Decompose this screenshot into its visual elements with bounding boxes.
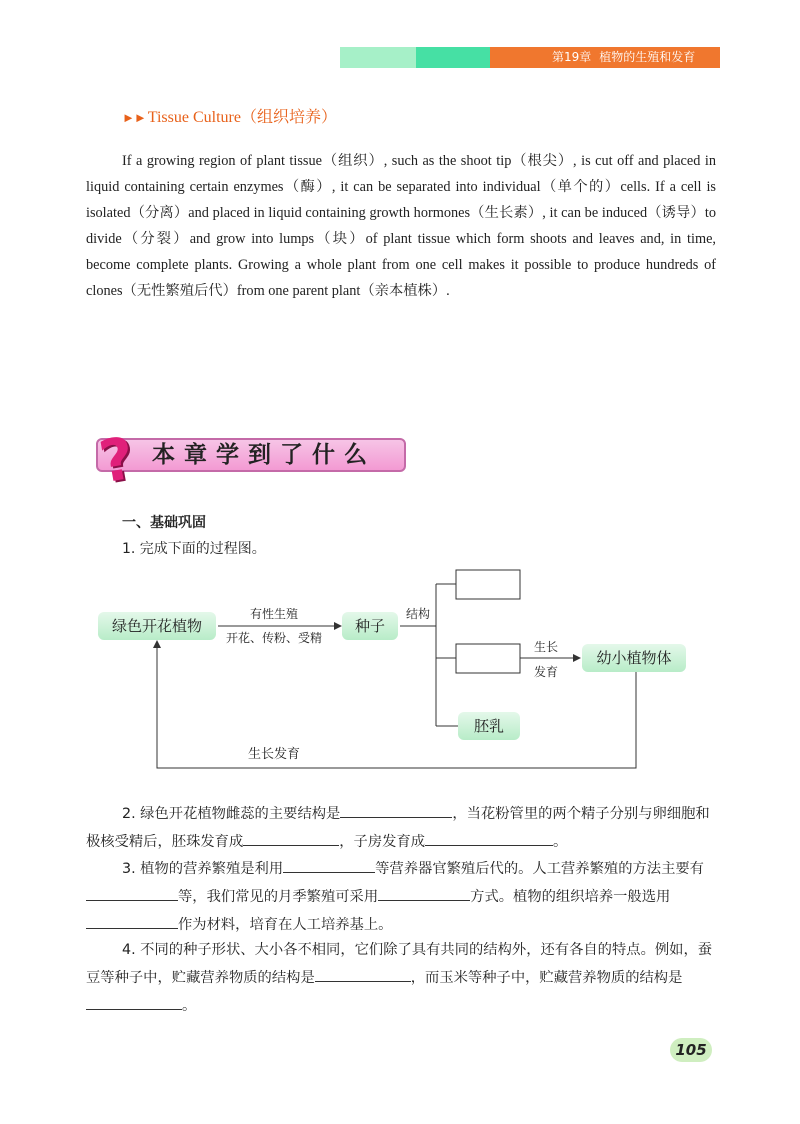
q4-blank-1[interactable] <box>315 965 411 982</box>
question-1: 1. 完成下面的过程图。 <box>122 541 266 557</box>
arrow-head-icon <box>153 640 161 648</box>
q4-text-c: 。 <box>182 998 197 1014</box>
blank-structure-box-1 <box>456 570 520 599</box>
node-plant-label: 绿色开花植物 <box>111 617 203 635</box>
question-3 <box>86 855 716 939</box>
q3-text-e: 作为材料，培育在人工培养基上。 <box>178 917 393 933</box>
page-number: 105 <box>670 1038 712 1062</box>
chapter-title: 植物的生殖和发育 <box>599 50 696 64</box>
tissue-culture-paragraph <box>86 148 716 304</box>
node-endosperm-label: 胚乳 <box>473 717 505 735</box>
arrow-head-icon <box>334 622 342 630</box>
q4-blank-2[interactable] <box>86 993 182 1010</box>
edge-top-label: 有性生殖 <box>249 607 299 621</box>
chapter-summary-banner <box>88 423 408 497</box>
edge-bottom-label: 开花、传粉、受精 <box>225 631 323 645</box>
section-title-text: Tissue Culture（组织培养） <box>147 109 337 126</box>
q3-blank-1[interactable] <box>283 856 375 873</box>
section-title <box>122 104 337 127</box>
q3-blank-3[interactable] <box>378 884 470 901</box>
q2-text-d: 。 <box>553 834 568 850</box>
blank-structure-box-2 <box>456 644 520 673</box>
question-mark-icon: ? <box>94 423 140 497</box>
header-orange-segment <box>490 47 720 68</box>
question-2 <box>86 800 716 856</box>
header-green-segment <box>416 47 490 68</box>
paragraph-text: If a growing region of plant tissue（组织）, such as the shoot tip（根尖）, is cut off and placed in liquid containing certain enzymes（酶）, it can be separated into individual（单个的）cells. If a cell is isolated（分离）and placed in liquid containing growth hormones（生长素）, it can be induced（诱导）to divide（分裂）and grow into lumps（块）of plant tissue which form shoots and leaves and, in time, become complete plants. Growing a whole plant from one cell makes it possible to produce hundreds of clones（无性繁殖后代）from one parent plant（亲本植株）. <box>86 153 716 299</box>
return-label: 生长发育 <box>247 747 301 762</box>
chapter-header-bar <box>340 47 720 68</box>
q2-text-b: ，当花粉管里的两个精子分别与卵细胞和极核受精后，胚珠发育成 <box>86 806 710 850</box>
q3-blank-2[interactable] <box>86 884 178 901</box>
chapter-number: 第19章 <box>552 50 592 64</box>
banner-title: 本章学到了什么 <box>152 442 376 468</box>
q4-text-b: ，而玉米等种子中，贮藏营养物质的结构是 <box>410 970 683 986</box>
node-seedling-label: 幼小植物体 <box>596 649 672 667</box>
q2-blank-3[interactable] <box>425 829 553 846</box>
q3-blank-4[interactable] <box>86 912 178 929</box>
process-diagram <box>0 560 800 780</box>
branch-label: 结构 <box>405 607 431 621</box>
question-4 <box>86 936 716 1020</box>
q3-text-b: 等营养器官繁殖后代的。人工营养繁殖的方法主要有 <box>375 861 704 877</box>
q4-text-a: 4. 不同的种子形状、大小各不相同，它们除了具有共同的结构外，还有各自的特点。例如，蚕豆等种子中，贮藏营养物质的结构是 <box>86 942 713 986</box>
q3-text-a: 3. 植物的营养繁殖是利用 <box>122 861 284 877</box>
exercise-heading: 一、基础巩固 <box>122 515 206 531</box>
double-arrow-icon: ►► <box>122 110 146 125</box>
q2-blank-2[interactable] <box>243 829 339 846</box>
node-seed-label: 种子 <box>354 617 386 635</box>
growth-bottom-label: 发育 <box>533 665 559 679</box>
header-light-green-segment <box>340 47 416 68</box>
q3-text-d: 方式。植物的组织培养一般选用 <box>470 889 671 905</box>
growth-top-label: 生长 <box>533 640 559 654</box>
q2-text-a: 2. 绿色开花植物雌蕊的主要结构是 <box>122 806 341 822</box>
q2-blank-1[interactable] <box>340 801 452 818</box>
q2-text-c: ，子房发育成 <box>339 834 426 850</box>
q3-text-c: 等，我们常见的月季繁殖可采用 <box>178 889 379 905</box>
arrow-head-icon <box>573 654 581 662</box>
